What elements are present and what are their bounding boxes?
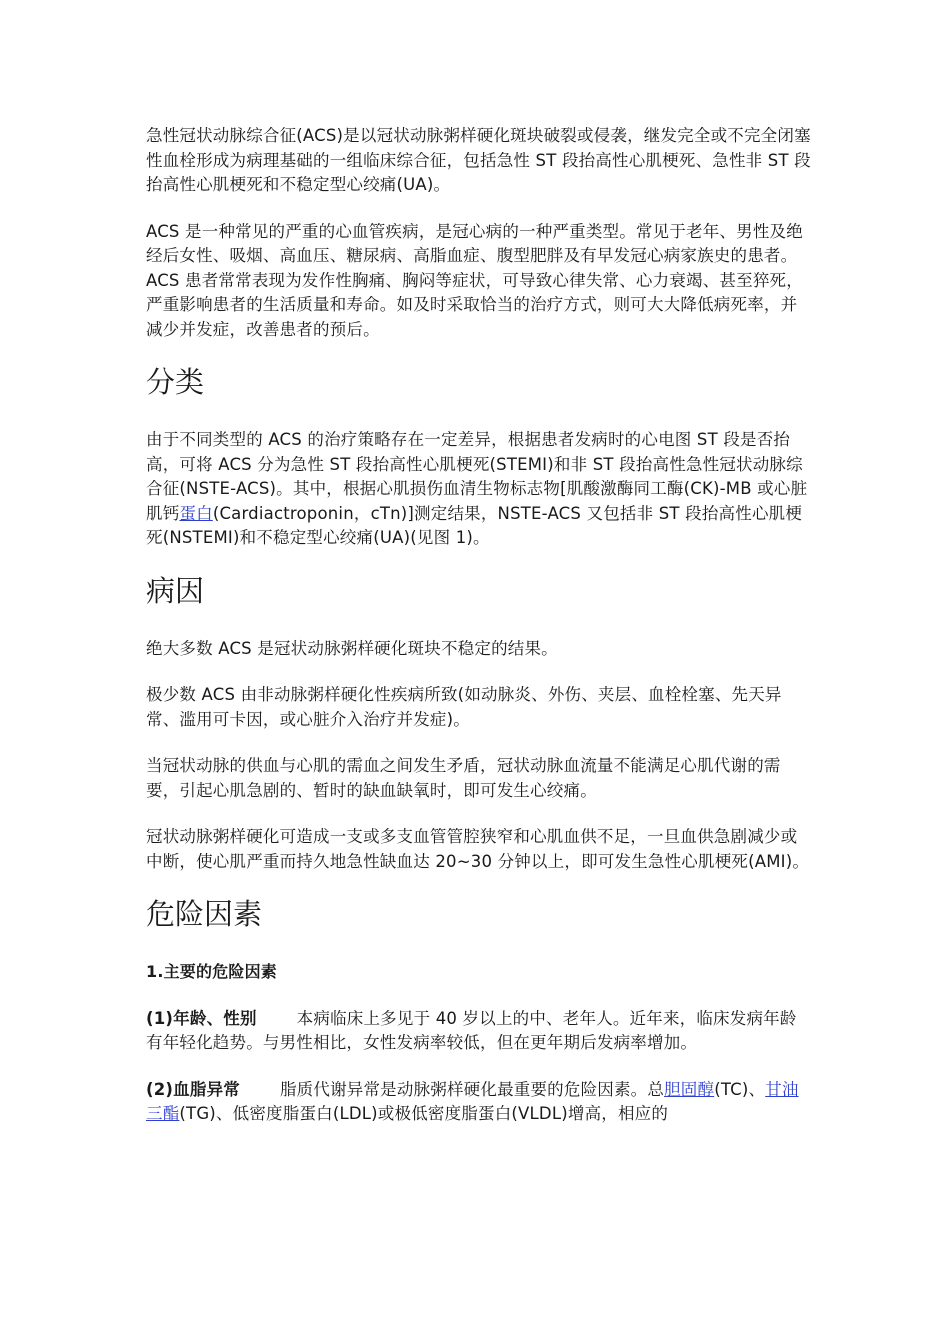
risk-text-lipids-a: 脂质代谢异常是动脉粥样硬化最重要的危险因素。总 bbox=[279, 1079, 665, 1099]
etiology-paragraph-2: 极少数 ACS 由非动脉粥样硬化性疾病所致(如动脉炎、外伤、夹层、血栓栓塞、先天异常、滥用可卡因，或心脏介入治疗并发症)。 bbox=[146, 685, 782, 729]
risk-text-lipids-b: (TC)、 bbox=[714, 1079, 766, 1099]
troponin-link[interactable]: 蛋白 bbox=[179, 503, 213, 523]
etiology-paragraph-3: 当冠状动脉的供血与心肌的需血之间发生矛盾，冠状动脉血流量不能满足心肌代谢的需要，引起心肌急剧的、暂时的缺血缺氧时，即可发生心绞痛。 bbox=[146, 756, 781, 800]
risk-item-lipids bbox=[146, 1078, 811, 1127]
classification-paragraph bbox=[146, 428, 811, 551]
risk-item-age-sex bbox=[146, 1007, 811, 1056]
heading-etiology: 病因 bbox=[146, 573, 205, 608]
triglyceride-link[interactable]: 甘油三酯 bbox=[146, 1079, 799, 1123]
cholesterol-link[interactable]: 胆固醇 bbox=[664, 1079, 715, 1099]
risk-text-lipids-c: (TG)、低密度脂蛋白(LDL)或极低密度脂蛋白(VLDL)增高，相应的 bbox=[179, 1104, 669, 1123]
risk-text-age-sex: 本病临床上多见于 40 岁以上的中、老年人。近年来，临床发病年龄有年轻化趋势。与男性相比，女性发病率较低，但在更年期后发病率增加。 bbox=[146, 1008, 797, 1052]
intro-paragraph-1: 急性冠状动脉综合征(ACS)是以冠状动脉粥样硬化斑块破裂或侵袭，继发完全或不完全闭塞性血栓形成为病理基础的一组临床综合征，包括急性 ST 段抬高性心肌梗死、急性非 ST 段抬高性心肌梗死和不稳定型心绞痛(UA)。 bbox=[146, 126, 811, 194]
risk-term-age-sex: (1)年龄、性别 bbox=[146, 1008, 257, 1028]
etiology-paragraph-1: 绝大多数 ACS 是冠状动脉粥样硬化斑块不稳定的结果。 bbox=[146, 638, 558, 658]
heading-classification: 分类 bbox=[146, 365, 205, 399]
heading-risk-factors: 危险因素 bbox=[146, 897, 263, 931]
classification-text-a: 由于不同类型的 ACS 的治疗策略存在一定差异，根据患者发病时的心电图 ST 段是否抬高，可将 ACS 分为急性 ST 段抬高性心肌梗死(STEMI)和非 ST 段抬高性急性冠状动脉综合征(NSTE-ACS)。其中，根据心肌损伤血清生物标志物[肌酸激酶同工酶(CK)-MB 或心脏肌钙 bbox=[146, 430, 808, 523]
etiology-paragraph-4: 冠状动脉粥样硬化可造成一支或多支血管管腔狭窄和心肌血供不足，一旦血供急剧减少或中断，使心肌严重而持久地急性缺血达 20~30 分钟以上，即可发生急性心肌梗死(AMI)。 bbox=[146, 827, 810, 871]
classification-text-b: (Cardiactroponin，cTn)]测定结果，NSTE-ACS 又包括非 ST 段抬高性心肌梗死(NSTEMI)和不稳定型心绞痛(UA)(见图 1)。 bbox=[146, 503, 803, 547]
risk-term-lipids: (2)血脂异常 bbox=[146, 1079, 240, 1099]
document-body bbox=[146, 124, 811, 1149]
risk-subheading: 1.主要的危险因素 bbox=[146, 962, 278, 981]
intro-paragraph-2: ACS 是一种常见的严重的心血管疾病，是冠心病的一种严重类型。常见于老年、男性及绝经后女性、吸烟、高血压、糖尿病、高脂血症、腹型肥胖及有早发冠心病家族史的患者。ACS 患者常常表现为发作性胸痛、胸闷等症状，可导致心律失常、心力衰竭、甚至猝死，严重影响患者的生活质量和寿命。如及时采取恰当的治疗方式，则可大大降低病死率，并减少并发症，改善患者的预后。 bbox=[146, 221, 803, 339]
